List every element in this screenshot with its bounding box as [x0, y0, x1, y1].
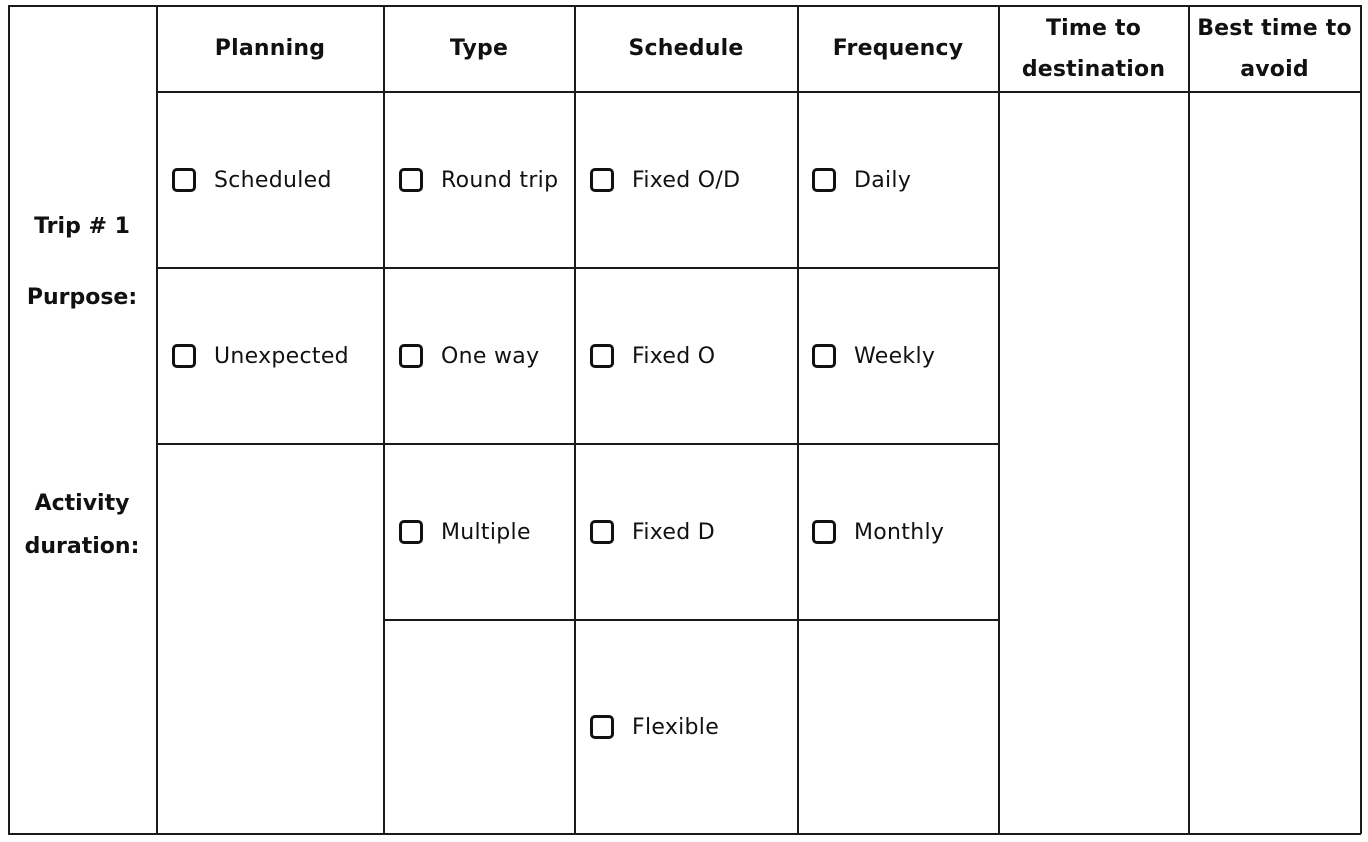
option-fixed-o[interactable]	[590, 336, 715, 376]
option-multiple-label: Multiple	[441, 519, 531, 545]
checkbox-unexpected[interactable]	[172, 344, 196, 368]
option-fixed-od-label: Fixed O/D	[632, 167, 741, 193]
header-planning	[157, 6, 383, 91]
header-schedule	[575, 6, 797, 91]
header-type	[384, 6, 574, 91]
option-fixed-od[interactable]	[590, 160, 740, 200]
header-schedule-label: Schedule	[628, 36, 744, 61]
checkbox-flexible[interactable]	[590, 715, 614, 739]
header-best-time-line-2: avoid	[1240, 56, 1309, 82]
option-multiple[interactable]	[399, 512, 531, 552]
header-planning-label: Planning	[214, 36, 326, 61]
option-weekly[interactable]	[812, 336, 935, 376]
option-monthly-label: Monthly	[854, 519, 945, 545]
checkbox-fixed-d[interactable]	[590, 520, 614, 544]
activity-duration-line-1: Activity	[34, 491, 130, 516]
header-time-line-2: destination	[1021, 56, 1166, 82]
checkbox-weekly[interactable]	[812, 344, 836, 368]
purpose-label: Purpose:	[26, 285, 138, 310]
option-round-trip-label: Round trip	[441, 167, 559, 193]
checkbox-fixed-od[interactable]	[590, 168, 614, 192]
header-frequency	[798, 6, 998, 91]
option-flexible-label: Flexible	[632, 714, 720, 740]
option-flexible[interactable]	[590, 707, 719, 747]
checkbox-monthly[interactable]	[812, 520, 836, 544]
checkbox-round-trip[interactable]	[399, 168, 423, 192]
best-time-to-avoid-field[interactable]	[1190, 93, 1359, 832]
header-best-time-to-avoid	[1189, 6, 1360, 91]
option-weekly-label: Weekly	[854, 343, 936, 369]
header-time-to-destination	[999, 6, 1188, 91]
row-divider-2	[156, 443, 998, 445]
header-frequency-label: Frequency	[832, 36, 964, 61]
col-divider-planning	[156, 5, 158, 834]
option-fixed-o-label: Fixed O	[632, 343, 716, 369]
col-divider-type	[383, 5, 385, 834]
header-type-label: Type	[449, 36, 509, 61]
trip-number-label: Trip # 1	[34, 214, 130, 239]
activity-duration-label	[8, 482, 156, 568]
option-fixed-d-label: Fixed D	[632, 519, 716, 545]
row-divider-3	[383, 619, 998, 621]
option-fixed-d[interactable]	[590, 512, 715, 552]
option-scheduled-label: Scheduled	[214, 167, 332, 193]
option-one-way-label: One way	[441, 343, 540, 369]
option-daily-label: Daily	[854, 167, 912, 193]
header-best-time-line-1: Best time to	[1197, 15, 1352, 41]
table-border-left	[8, 5, 10, 834]
checkbox-one-way[interactable]	[399, 344, 423, 368]
checkbox-fixed-o[interactable]	[590, 344, 614, 368]
option-monthly[interactable]	[812, 512, 944, 552]
time-to-destination-field[interactable]	[1000, 93, 1187, 832]
option-daily[interactable]	[812, 160, 911, 200]
row-divider-1	[156, 267, 998, 269]
checkbox-multiple[interactable]	[399, 520, 423, 544]
activity-duration-line-2: duration:	[24, 534, 140, 559]
col-divider-frequency	[797, 5, 799, 834]
option-unexpected-label: Unexpected	[214, 343, 349, 369]
header-time-line-1: Time to	[1045, 15, 1142, 41]
option-unexpected[interactable]	[172, 336, 349, 376]
col-divider-schedule	[574, 5, 576, 834]
table-border-right	[1360, 5, 1362, 834]
checkbox-scheduled[interactable]	[172, 168, 196, 192]
checkbox-daily[interactable]	[812, 168, 836, 192]
table-border-bottom	[8, 833, 1361, 835]
option-one-way[interactable]	[399, 336, 539, 376]
option-scheduled[interactable]	[172, 160, 332, 200]
option-round-trip[interactable]	[399, 160, 558, 200]
